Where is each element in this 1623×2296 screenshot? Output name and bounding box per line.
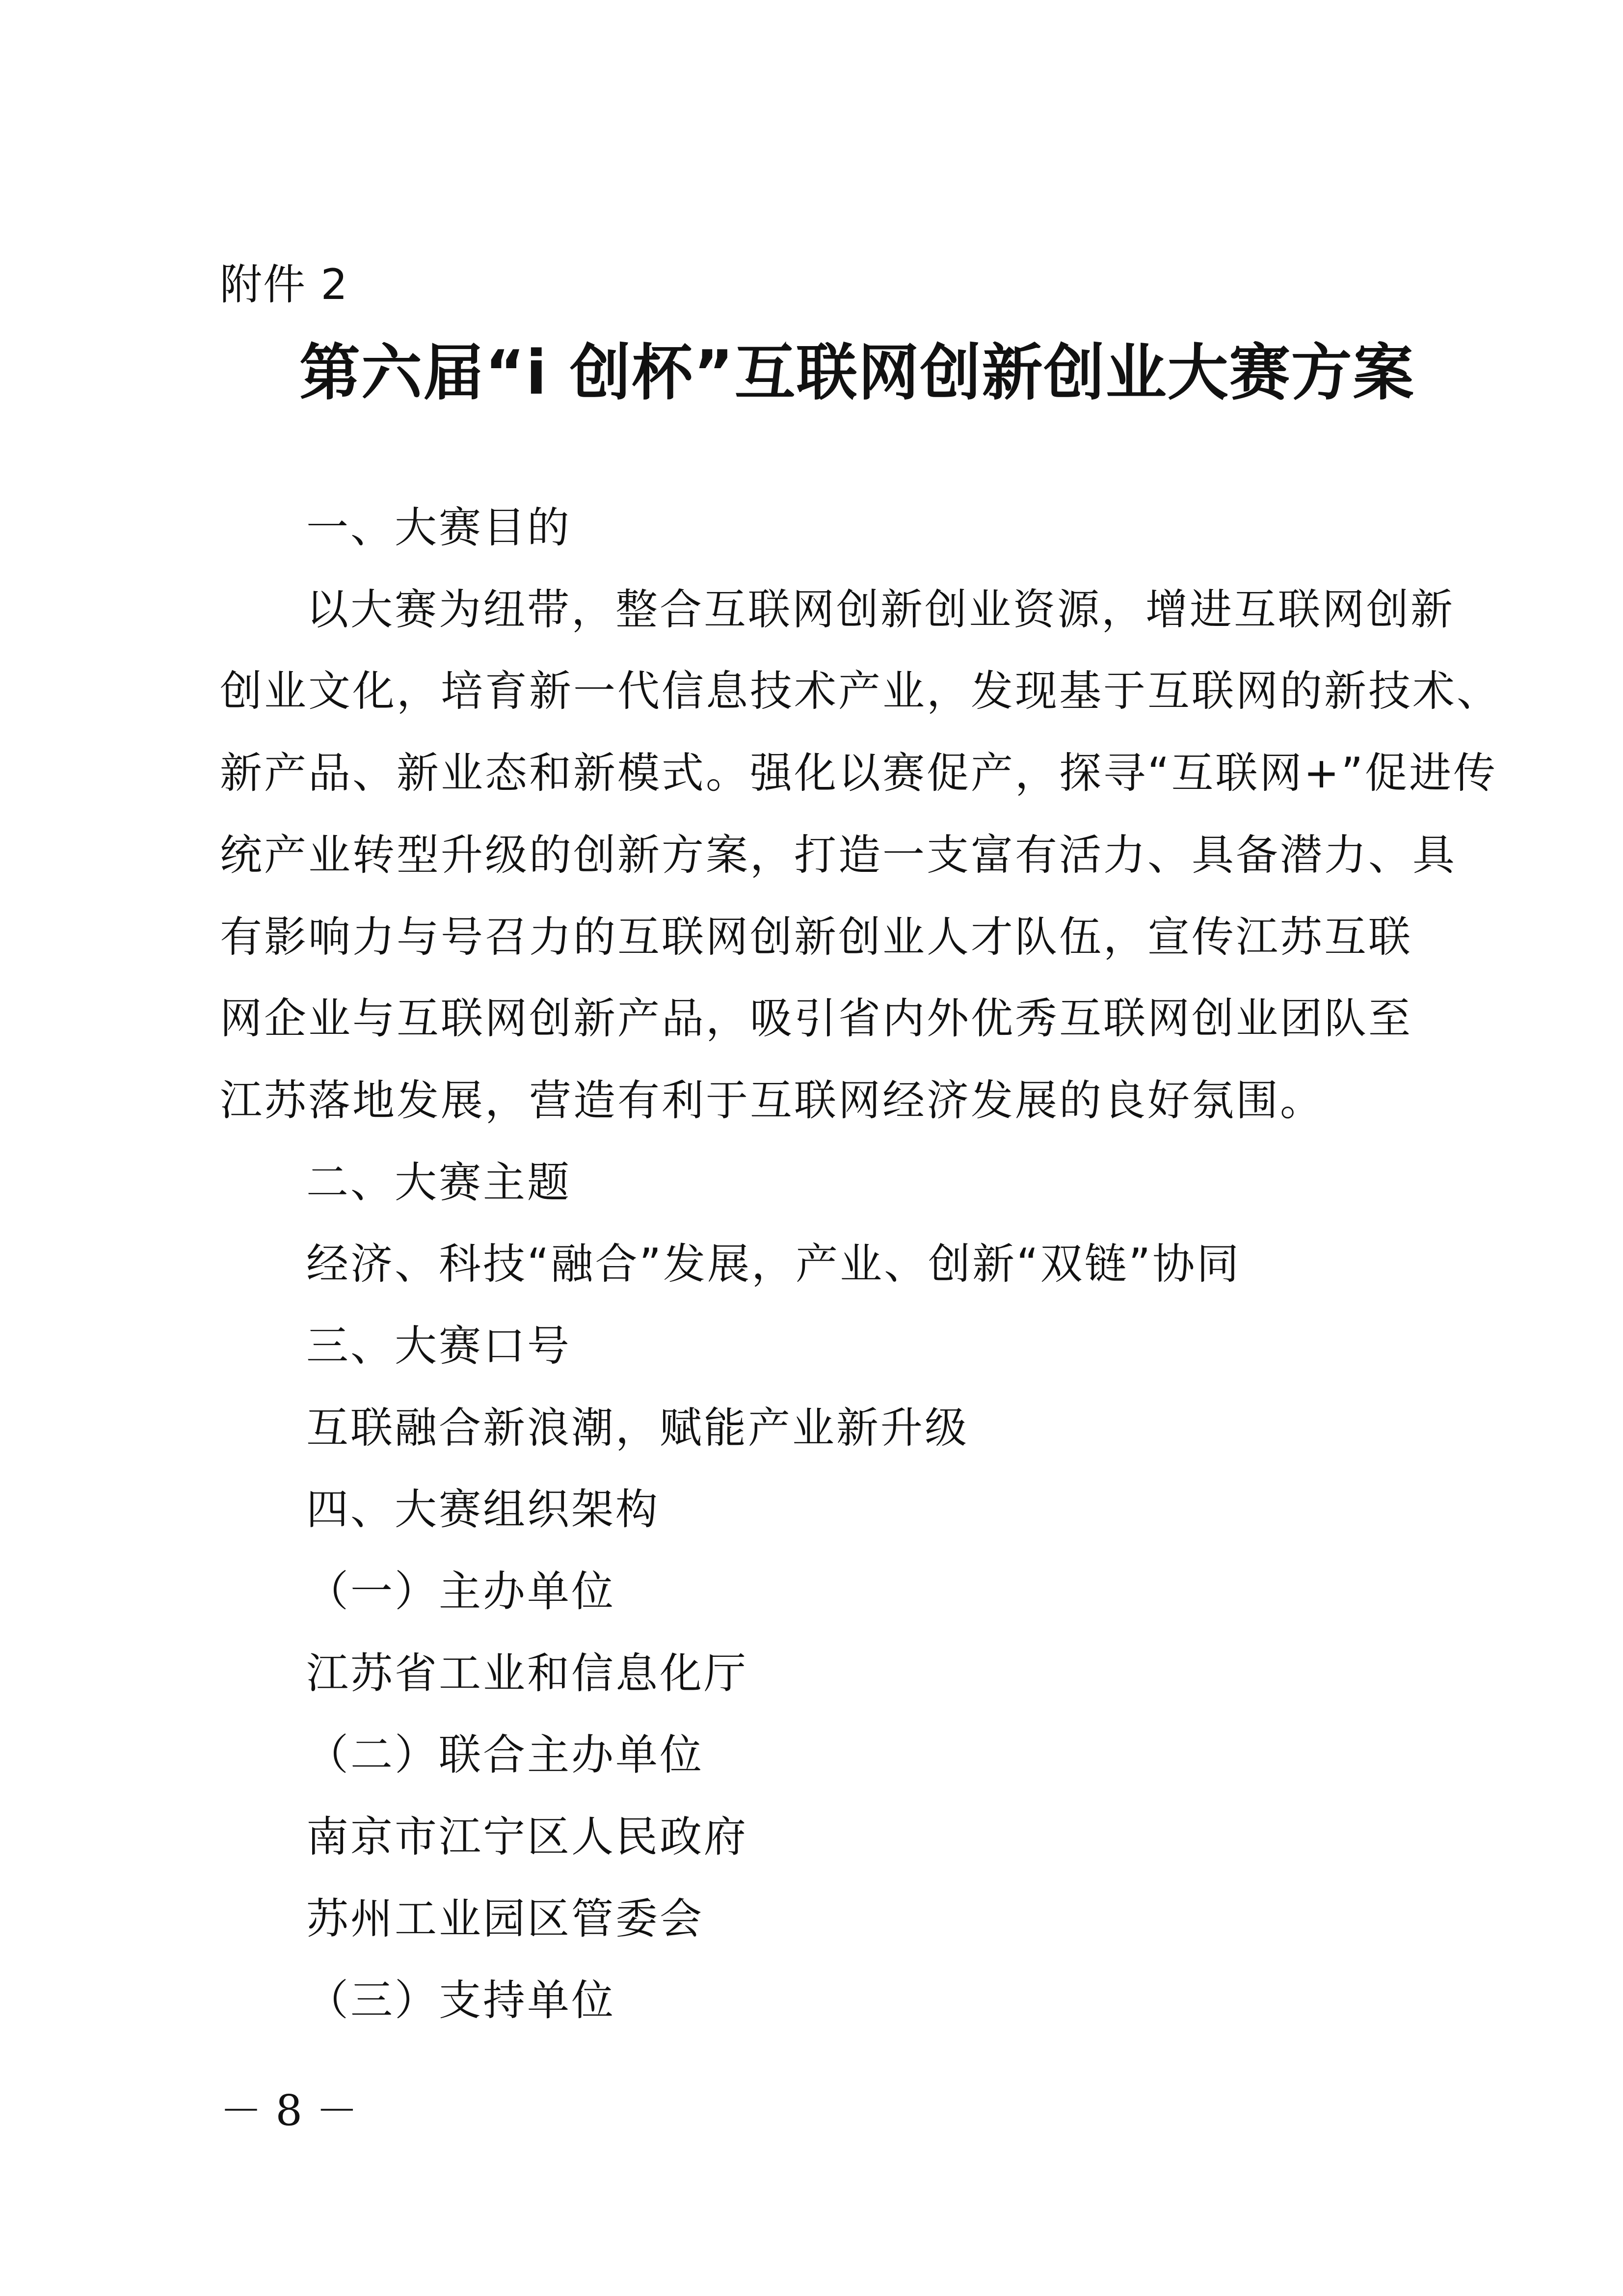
section-heading-2: 二、大赛主题 [306,1158,571,1207]
page-number: － 8 － [220,2086,358,2135]
subsection-heading: （一）主办单位 [306,1567,615,1616]
attachment-label: 附件 2 [220,260,349,309]
slogan-text: 互联融合新浪潮，赋能产业新升级 [306,1404,969,1453]
subsection-heading: （二）联合主办单位 [306,1730,704,1780]
document-title: 第六届“i 创杯”互联网创新创业大赛方案 [299,338,1415,408]
organizer-name: 江苏省工业和信息化厅 [306,1649,748,1698]
paragraph-line: 统产业转型升级的创新方案，打造一支富有活力、具备潜力、具 [220,831,1457,880]
paragraph-line: 新产品、新业态和新模式。强化以赛促产，探寻“互联网+”促进传 [220,749,1498,798]
section-heading-4: 四、大赛组织架构 [306,1485,660,1534]
section-heading-1: 一、大赛目的 [306,503,571,552]
paragraph-line: 网企业与互联网创新产品，吸引省内外优秀互联网创业团队至 [220,994,1412,1043]
paragraph-line: 江苏落地发展，营造有利于互联网经济发展的良好氛围。 [220,1076,1324,1125]
subsection-heading: （三）支持单位 [306,1976,615,2025]
organizer-name: 南京市江宁区人民政府 [306,1812,748,1862]
paragraph-line: 有影响力与号召力的互联网创新创业人才队伍，宣传江苏互联 [220,913,1412,962]
paragraph-line: 创业文化，培育新一代信息技术产业，发现基于互联网的新技术、 [220,667,1501,716]
theme-text: 经济、科技“融合”发展，产业、创新“双链”协同 [306,1240,1241,1289]
section-heading-3: 三、大赛口号 [306,1322,571,1371]
paragraph-line: 以大赛为纽带，整合互联网创新创业资源，增进互联网创新 [306,585,1455,634]
organizer-name: 苏州工业园区管委会 [306,1894,704,1944]
